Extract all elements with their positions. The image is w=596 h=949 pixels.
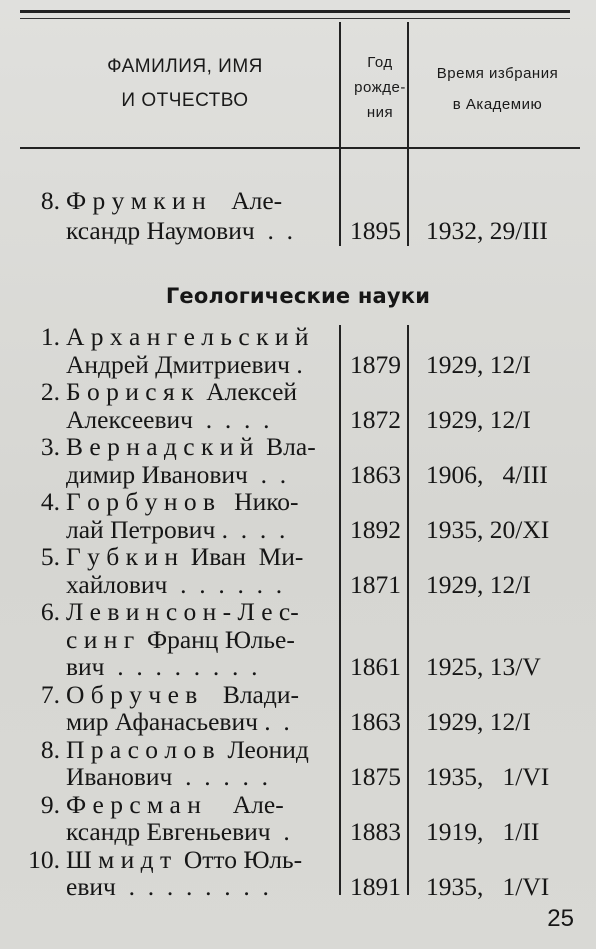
entry-name-line2: евич . . . . . . . . bbox=[66, 872, 269, 901]
entry-date: 1925, 13/V bbox=[426, 652, 541, 681]
entry-year: 1871 bbox=[350, 569, 401, 599]
entry-date: 1935, 1/VI bbox=[426, 872, 550, 901]
entry-year: 1879 bbox=[350, 349, 401, 379]
header-year-line2: рожде- bbox=[354, 79, 406, 96]
entry-year: 1875 bbox=[350, 762, 401, 791]
entry-name-line1: Г у б к и н Иван Ми- bbox=[66, 542, 304, 571]
entry-name-line1: Г о р б у н о в Нико- bbox=[66, 487, 299, 516]
header-date-line1: Время избрания bbox=[436, 65, 559, 82]
entry-date: 1906, 4/III bbox=[426, 459, 548, 489]
entry-date: 1929, 12/I bbox=[426, 707, 531, 736]
entry-name-line1: Л е в и н с о н - Л е с- bbox=[66, 597, 299, 626]
entry-name-line1: В е р н а д с к и й Вла- bbox=[66, 432, 316, 461]
entry-number: 6. bbox=[40, 597, 60, 626]
entry-number: 3. bbox=[40, 432, 60, 461]
header-divider-1 bbox=[339, 22, 341, 148]
entry-name-line3: вич . . . . . . . . bbox=[66, 652, 258, 681]
section-title: Геологические науки bbox=[165, 284, 431, 308]
column-header-date bbox=[410, 58, 585, 120]
entry-year: 1863 bbox=[350, 459, 401, 489]
entry-date: 1932, 29/III bbox=[426, 216, 548, 245]
column-header-name bbox=[40, 50, 330, 118]
entry-name-line1: Ф р у м к и н Але- bbox=[66, 186, 283, 215]
header-date-line2: в Академию bbox=[452, 96, 543, 113]
entry-name-line2: хайлович . . . . . . bbox=[66, 569, 283, 599]
entry-date: 1929, 12/I bbox=[426, 349, 531, 379]
entry-date: 1929, 12/I bbox=[426, 569, 531, 599]
entry-name-line2: Андрей Дмитриевич . bbox=[66, 349, 303, 379]
entry-number: 9. bbox=[40, 789, 60, 819]
entry-date: 1935, 20/XI bbox=[426, 514, 550, 544]
entry-year: 1891 bbox=[350, 872, 401, 901]
entry-name-line2: с и н г Франц Юлье- bbox=[66, 624, 295, 654]
column-divider-1-top bbox=[339, 148, 341, 246]
entry-year: 1892 bbox=[350, 514, 401, 544]
header-year-line1: Год bbox=[367, 54, 393, 71]
header-year-line3: ния bbox=[366, 104, 394, 121]
entry-name-line1: Ш м и д т Отто Юль- bbox=[66, 844, 303, 874]
entry-name-line2: димир Иванович . . bbox=[66, 459, 287, 489]
entry-number: 8. bbox=[40, 186, 60, 215]
entry-name-line2: мир Афанасьевич . . bbox=[66, 707, 290, 736]
entry-date: 1935, 1/VI bbox=[426, 762, 550, 791]
entry-number: 7. bbox=[40, 679, 60, 709]
entry-number: 2. bbox=[40, 377, 60, 406]
column-divider-2 bbox=[407, 325, 409, 895]
column-header-year bbox=[345, 50, 415, 125]
header-divider-2 bbox=[407, 22, 409, 148]
entry-name-line1: О б р у ч е в Влади- bbox=[66, 679, 299, 709]
entry-year: 1861 bbox=[350, 652, 401, 681]
entry-name-line1: П р а с о л о в Леонид bbox=[66, 734, 309, 764]
entry-year: 1895 bbox=[350, 216, 401, 245]
entry-name-line1: А р х а н г е л ь с к и й bbox=[66, 322, 309, 351]
top-rule-thin bbox=[20, 18, 570, 19]
entry-year: 1872 bbox=[350, 404, 401, 434]
entry-number: 4. bbox=[40, 487, 60, 516]
entry-year: 1883 bbox=[350, 817, 401, 846]
entry-number: 8. bbox=[40, 734, 60, 764]
entry-year: 1863 bbox=[350, 707, 401, 736]
column-divider-2-top bbox=[407, 148, 409, 246]
entry-number: 5. bbox=[40, 542, 60, 571]
page-number: 25 bbox=[547, 905, 574, 932]
top-rule bbox=[20, 10, 570, 13]
entry-name-line1: Б о р и с я к Алексей bbox=[66, 377, 298, 406]
column-divider-1 bbox=[339, 325, 341, 895]
entry-date: 1929, 12/I bbox=[426, 404, 531, 434]
entry-name-line2: Иванович . . . . . bbox=[66, 762, 268, 791]
entry-number: 1. bbox=[40, 322, 60, 351]
entry-name-line1: Ф е р с м а н Але- bbox=[66, 789, 284, 819]
entry-name-line2: ксандр Наумович . . bbox=[66, 216, 293, 245]
header-name-line1: ФАМИЛИЯ, ИМЯ bbox=[107, 56, 263, 77]
entry-name-line2: Алексеевич . . . . bbox=[66, 404, 270, 434]
entry-date: 1919, 1/II bbox=[426, 817, 540, 846]
entry-number: 10. bbox=[28, 844, 60, 874]
header-rule bbox=[20, 147, 580, 149]
header-name-line2: И ОТЧЕСТВО bbox=[121, 90, 249, 111]
entry-name-line2: лай Петрович . . . . bbox=[66, 514, 286, 544]
entry-name-line2: ксандр Евгеньевич . bbox=[66, 817, 290, 846]
